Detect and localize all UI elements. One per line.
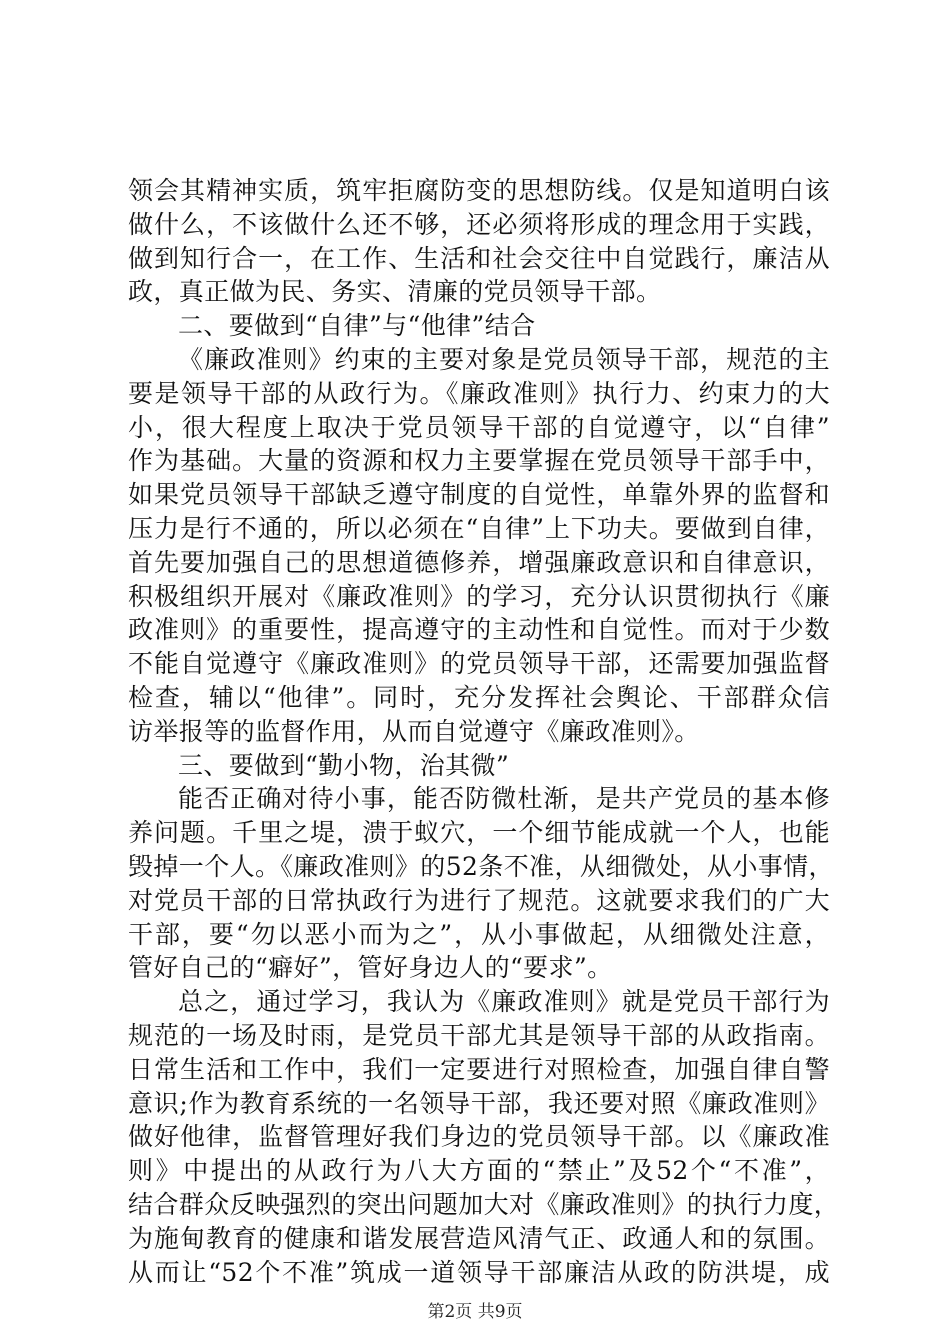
text-line: 干部，要“勿以恶小而为之”，从小事做起，从细微处注意，	[128, 919, 830, 949]
text-line: 规范的一场及时雨，是党员干部尤其是领导干部的从政指南。	[128, 1020, 830, 1050]
text-line: 要是领导干部的从政行为。《廉政准则》执行力、约束力的大	[128, 378, 830, 408]
page-footer: 第2页 共9页	[427, 1302, 523, 1322]
text-line: 不能自觉遵守《廉政准则》的党员领导干部，还需要加强监督	[128, 649, 830, 679]
text-line: 《廉政准则》约束的主要对象是党员领导干部，规范的主	[178, 344, 830, 374]
text-line: 访举报等的监督作用，从而自觉遵守《廉政准则》。	[128, 716, 700, 746]
text-line: 则》中提出的从政行为八大方面的“禁止”及52个“不准”，	[128, 1156, 830, 1186]
text-line: 检查，辅以“他律”。同时，充分发挥社会舆论、干部群众信	[128, 682, 830, 712]
text-line: 二、要做到“自律”与“他律”结合	[178, 311, 536, 341]
text-line: 做到知行合一，在工作、生活和社会交往中自觉践行，廉洁从	[128, 243, 830, 273]
text-line: 毁掉一个人。《廉政准则》的52条不准，从细微处，从小事情，	[128, 851, 834, 881]
text-line: 对党员干部的日常执政行为进行了规范。这就要求我们的广大	[128, 885, 830, 915]
text-line: 能否正确对待小事，能否防微杜渐，是共产党员的基本修	[178, 784, 830, 814]
text-line: 三、要做到“勤小物，治其微”	[178, 750, 510, 780]
text-line: 政，真正做为民、务实、清廉的党员领导干部。	[128, 277, 662, 307]
text-line: 政准则》的重要性，提高遵守的主动性和自觉性。而对于少数	[128, 615, 830, 645]
text-line: 如果党员领导干部缺乏遵守制度的自觉性，单靠外界的监督和	[128, 480, 830, 510]
text-line: 做什么，不该做什么还不够，还必须将形成的理念用于实践，	[128, 209, 830, 239]
text-line: 日常生活和工作中，我们一定要进行对照检查，加强自律自警	[128, 1054, 830, 1084]
text-line: 为施甸教育的健康和谐发展营造风清气正、政通人和的氛围。	[128, 1223, 830, 1253]
text-line: 从而让“52个不准”筑成一道领导干部廉洁从政的防洪堤，成	[128, 1257, 830, 1287]
text-line: 作为基础。大量的资源和权力主要掌握在党员领导干部手中，	[128, 446, 830, 476]
text-line: 积极组织开展对《廉政准则》的学习，充分认识贯彻执行《廉	[128, 581, 830, 611]
text-line: 领会其精神实质，筑牢拒腐防变的思想防线。仅是知道明白该	[128, 176, 830, 205]
text-line: 压力是行不通的，所以必须在“自律”上下功夫。要做到自律，	[128, 513, 830, 543]
text-line: 结合群众反映强烈的突出问题加大对《廉政准则》的执行力度，	[128, 1189, 840, 1219]
text-line: 养问题。千里之堤，溃于蚁穴，一个细节能成就一个人，也能	[128, 818, 830, 848]
text-line: 小，很大程度上取决于党员领导干部的自觉遵守，以“自律”	[128, 412, 830, 442]
text-line: 管好自己的“癖好”，管好身边人的“要求”。	[128, 953, 613, 983]
text-line: 首先要加强自己的思想道德修养，增强廉政意识和自律意识，	[128, 547, 830, 577]
text-line: 总之，通过学习，我认为《廉政准则》就是党员干部行为	[178, 987, 830, 1017]
text-line: 做好他律，监督管理好我们身边的党员领导干部。以《廉政准	[128, 1122, 830, 1152]
text-line: 意识;作为教育系统的一名领导干部，我还要对照《廉政准则》	[128, 1088, 830, 1118]
document-body	[128, 174, 840, 1289]
